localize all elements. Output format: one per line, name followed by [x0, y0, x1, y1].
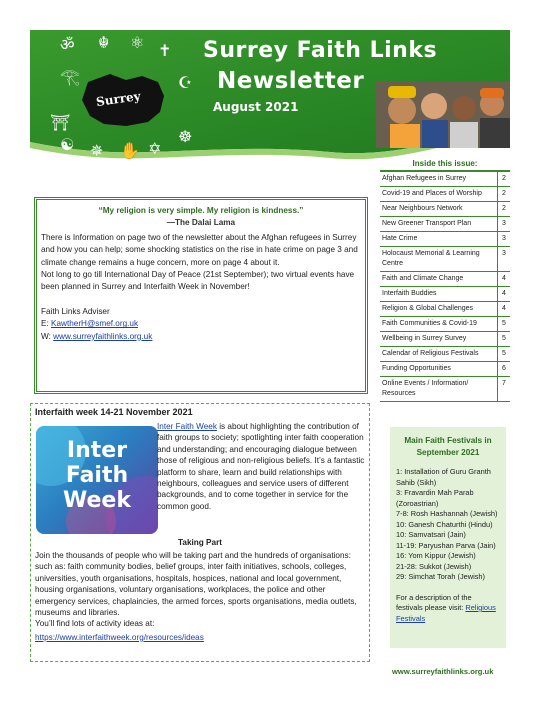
toc-label: Interfaith Buddies: [380, 287, 498, 301]
toc-label: Online Events / Information/ Resources: [380, 377, 498, 401]
festival-item: 10: Ganesh Chaturthi (Hindu): [396, 519, 493, 529]
star-crescent-icon: ☪: [178, 75, 193, 92]
taking-part-heading: Taking Part: [178, 538, 222, 547]
surrey-map-label: Surrey: [95, 88, 142, 110]
religious-festivals-link[interactable]: Religious Festivals: [396, 603, 496, 623]
interfaith-intro-text: is about highlighting the contribution of faith groups to society; spotlighting inter faith cooperation and understanding; and encouraging dialogue between those of religious and non-religious beliefs. It’s a fantastic platform to share, learn and build relationships with neighbours, colleagues and service users of different backgrounds, and to come together in service for the common good.: [157, 422, 365, 511]
latin-cross-icon: ✝: [158, 43, 172, 60]
hamsa-icon: ✋: [120, 143, 140, 160]
festival-item: 16: Yom Kippur (Jewish): [396, 551, 476, 560]
toc-row[interactable]: [380, 317, 510, 332]
email-prefix: E:: [41, 319, 52, 329]
email-line: [41, 318, 361, 330]
toc-label: Faith and Climate Change: [380, 272, 498, 286]
interfaith-heading: Interfaith week 14-21 November 2021: [35, 407, 193, 417]
toc-label: Funding Opportunities: [380, 362, 498, 376]
footer-website-url[interactable]: www.surreyfaithlinks.org.uk: [392, 667, 494, 676]
taking-part-body: [35, 550, 367, 643]
signoff: Faith Links Adviser: [41, 306, 110, 316]
toc-label: Faith Communities & Covid-19: [380, 317, 498, 331]
torii-icon: ⛩: [50, 115, 71, 132]
toc-row[interactable]: [380, 302, 510, 317]
dharma-wheel-icon: ☸: [178, 129, 193, 146]
web-line: [41, 331, 361, 343]
newsletter-title-line2: Newsletter: [217, 68, 365, 94]
star-of-david-icon: ✡: [148, 141, 162, 158]
toc-label: Religion & Global Challenges: [380, 302, 498, 316]
toc-page-number: 5: [502, 320, 506, 327]
festival-item: 3: Fravardin Mah Parab (Zoroastrian): [396, 488, 474, 508]
toc-page-number: 2: [502, 190, 506, 197]
toc-row[interactable]: [380, 272, 510, 287]
interfaith-intro: [157, 421, 365, 512]
toc-label: Holocaust Memorial & Learning Centre: [380, 247, 498, 271]
toc-row[interactable]: [380, 287, 510, 302]
toc-label: Wellbeing in Surrey Survey: [380, 332, 498, 346]
email-link[interactable]: KawtherH@smef.org.uk: [51, 319, 139, 329]
logo-text: Inter Faith Week: [63, 438, 131, 513]
toc-row[interactable]: [380, 332, 510, 347]
faravahar-icon: 𓂀: [60, 69, 80, 86]
festivals-note: [396, 593, 500, 625]
festivals-panel: [390, 427, 506, 648]
toc-row[interactable]: [380, 202, 510, 217]
table-of-contents: [380, 170, 510, 402]
toc-row[interactable]: [380, 347, 510, 362]
festival-item: 29: Simchat Torah (Jewish): [396, 572, 485, 581]
intro-box: [34, 197, 368, 394]
toc-page-number: 3: [502, 235, 506, 242]
interfaith-week-logo: [36, 426, 158, 534]
interfaith-week-box: [30, 403, 370, 662]
website-link[interactable]: www.surreyfaithlinks.org.uk: [53, 331, 153, 341]
taking-part-text: Join the thousands of people who will be taking part and the hundreds of organisations: such as: faith community bodies, belief groups, inter faith initiatives, schools, colleges, universities, youth organisations, hospitals, hospices, national and local government, housing organisations, voluntary organisations, workplaces, the police and other emergency services, chaplaincies, the armed forces, sports organisations, media outlets, museums and libraries.: [35, 551, 357, 618]
interfaith-week-link[interactable]: Inter Faith Week: [157, 422, 217, 431]
contents-title: Inside this issue:: [412, 159, 478, 168]
toc-row[interactable]: [380, 232, 510, 247]
yin-yang-icon: ☯: [60, 137, 75, 154]
issue-date: August 2021: [213, 100, 299, 114]
toc-row[interactable]: [380, 217, 510, 232]
activity-text: You’ll find lots of activity ideas at:: [35, 619, 155, 629]
people-photo-collage: [376, 82, 510, 148]
intro-paragraph-2: Not long to go till International Day of Peace (21st September); two virtual events have been planned in Surrey and Interfaith Week in November!: [41, 270, 355, 292]
toc-label: Afghan Refugees in Surrey: [380, 172, 498, 186]
festivals-title: Main Faith Festivals in September 2021: [404, 436, 492, 457]
festivals-note-text: For a description of the festivals please visit:: [396, 592, 472, 612]
festival-item: 1: Installation of Guru Granth Sahib (Sikh): [396, 467, 491, 487]
toc-page-number: 6: [502, 365, 506, 372]
toc-page-number: 2: [502, 175, 506, 182]
newsletter-header: [30, 30, 510, 170]
khanda-star-icon: ✵: [90, 143, 104, 160]
toc-label: Near Neighbours Network: [380, 202, 498, 216]
festival-item: 21-28: Sukkot (Jewish): [396, 561, 472, 571]
toc-label: Calendar of Religious Festivals: [380, 347, 498, 361]
khanda-icon: ☬: [98, 35, 110, 52]
toc-page-number: 4: [502, 290, 506, 297]
toc-row[interactable]: [380, 362, 510, 377]
quote-text: “My religion is very simple. My religion is kindness.”: [98, 206, 304, 215]
toc-label: Covid-19 and Places of Worship: [380, 187, 498, 201]
toc-row[interactable]: [380, 172, 510, 187]
festival-item: 7-8: Rosh Hashannah (Jewish): [396, 509, 498, 518]
toc-row[interactable]: [380, 247, 510, 272]
festivals-list: [396, 467, 500, 583]
toc-page-number: 2: [502, 205, 506, 212]
festival-item: 10: Samvatsari (Jain): [396, 530, 466, 539]
toc-page-number: 3: [502, 250, 506, 257]
khanda-icon: ⚛: [130, 35, 145, 52]
toc-page-number: 5: [502, 350, 506, 357]
toc-page-number: 5: [502, 335, 506, 342]
activity-ideas-link[interactable]: https://www.interfaithweek.org/resources/ideas: [35, 632, 204, 642]
newsletter-title-line1: Surrey Faith Links: [203, 38, 438, 63]
web-prefix: W:: [41, 331, 54, 341]
festival-item: 11-19: Paryushan Parva (Jain): [396, 540, 496, 550]
toc-row[interactable]: [380, 377, 510, 402]
toc-page-number: 4: [502, 305, 506, 312]
toc-label: Hate Crime: [380, 232, 498, 246]
toc-page-number: 3: [502, 220, 506, 227]
quote-author: —The Dalai Lama: [166, 218, 236, 228]
toc-page-number: 7: [502, 380, 506, 387]
toc-page-number: 4: [502, 275, 506, 282]
toc-label: New Greener Transport Plan: [380, 217, 498, 231]
om-icon: ॐ: [60, 37, 75, 54]
toc-row[interactable]: [380, 187, 510, 202]
intro-paragraph-1: There is Information on page two of the newsletter about the Afghan refugees in Surrey and how you can help; some shocking statistics on the rise in hate crime on page 3 and climate change remains a huge concern, more on page 4 about it.: [41, 232, 358, 267]
